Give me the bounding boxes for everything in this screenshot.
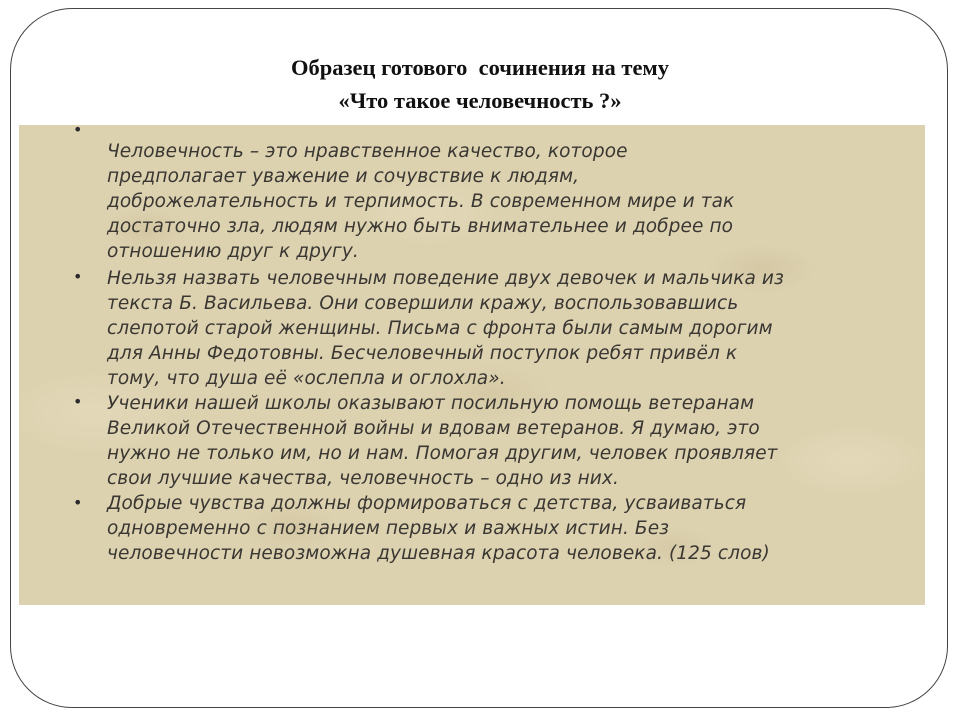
- essay-list: [19, 120, 925, 605]
- text-line: одновременно с познанием первых и важных истин. Без: [107, 518, 670, 539]
- text-line: слепотой старой женщины. Письма с фронта были самым дорогим: [107, 318, 773, 339]
- text-line: нужно не только им, но и нам. Помогая другим, человек проявляет: [107, 443, 778, 464]
- paragraph-text: [107, 266, 907, 391]
- essay-parchment: [19, 120, 925, 605]
- text-line: достаточно зла, людям нужно быть внимательнее и добрее по: [107, 216, 734, 237]
- text-line: человечности невозможна душевная красота человека. (125 слов): [107, 543, 770, 564]
- text-line: Нельзя назвать человечным поведение двух девочек и мальчика из: [107, 268, 784, 289]
- text-line: Ученики нашей школы оказывают посильную помощь ветеранам: [107, 393, 755, 414]
- text-line: доброжелательность и терпимость. В современном мире и так: [107, 191, 735, 212]
- paragraph-text: [107, 391, 907, 491]
- bullet-marker: •: [73, 392, 83, 411]
- text-line: Великой Отечественной войны и вдовам ветеранов. Я думаю, это: [107, 418, 760, 439]
- text-line: Добрые чувства должны формироваться с детства, усваиваться: [107, 493, 747, 514]
- paragraph-text: [107, 139, 907, 264]
- bullet-marker: •: [73, 120, 83, 139]
- title-line-1: Образец готового сочинения на тему: [290, 55, 670, 80]
- slide-title: [0, 51, 960, 117]
- text-line: текста Б. Васильева. Они совершили кражу, воспользовавшись: [107, 293, 739, 314]
- paragraph-text: [107, 491, 907, 566]
- text-line: свои лучшие качества, человечность – одно из них.: [107, 468, 619, 489]
- text-line: для Анны Федотовны. Бесчеловечный поступок ребят привёл к: [107, 343, 738, 364]
- bullet-marker: •: [73, 493, 83, 512]
- text-line: Человечность – это нравственное качество, которое: [107, 141, 628, 162]
- bullet-marker: •: [73, 267, 83, 286]
- title-line-2: «Что такое человечность ?»: [338, 88, 622, 113]
- text-line: тому, что душа её «ослепла и оглохла».: [107, 368, 506, 389]
- text-line: предполагает уважение и сочувствие к людям,: [107, 166, 580, 187]
- text-line: отношению друг к другу.: [107, 241, 359, 262]
